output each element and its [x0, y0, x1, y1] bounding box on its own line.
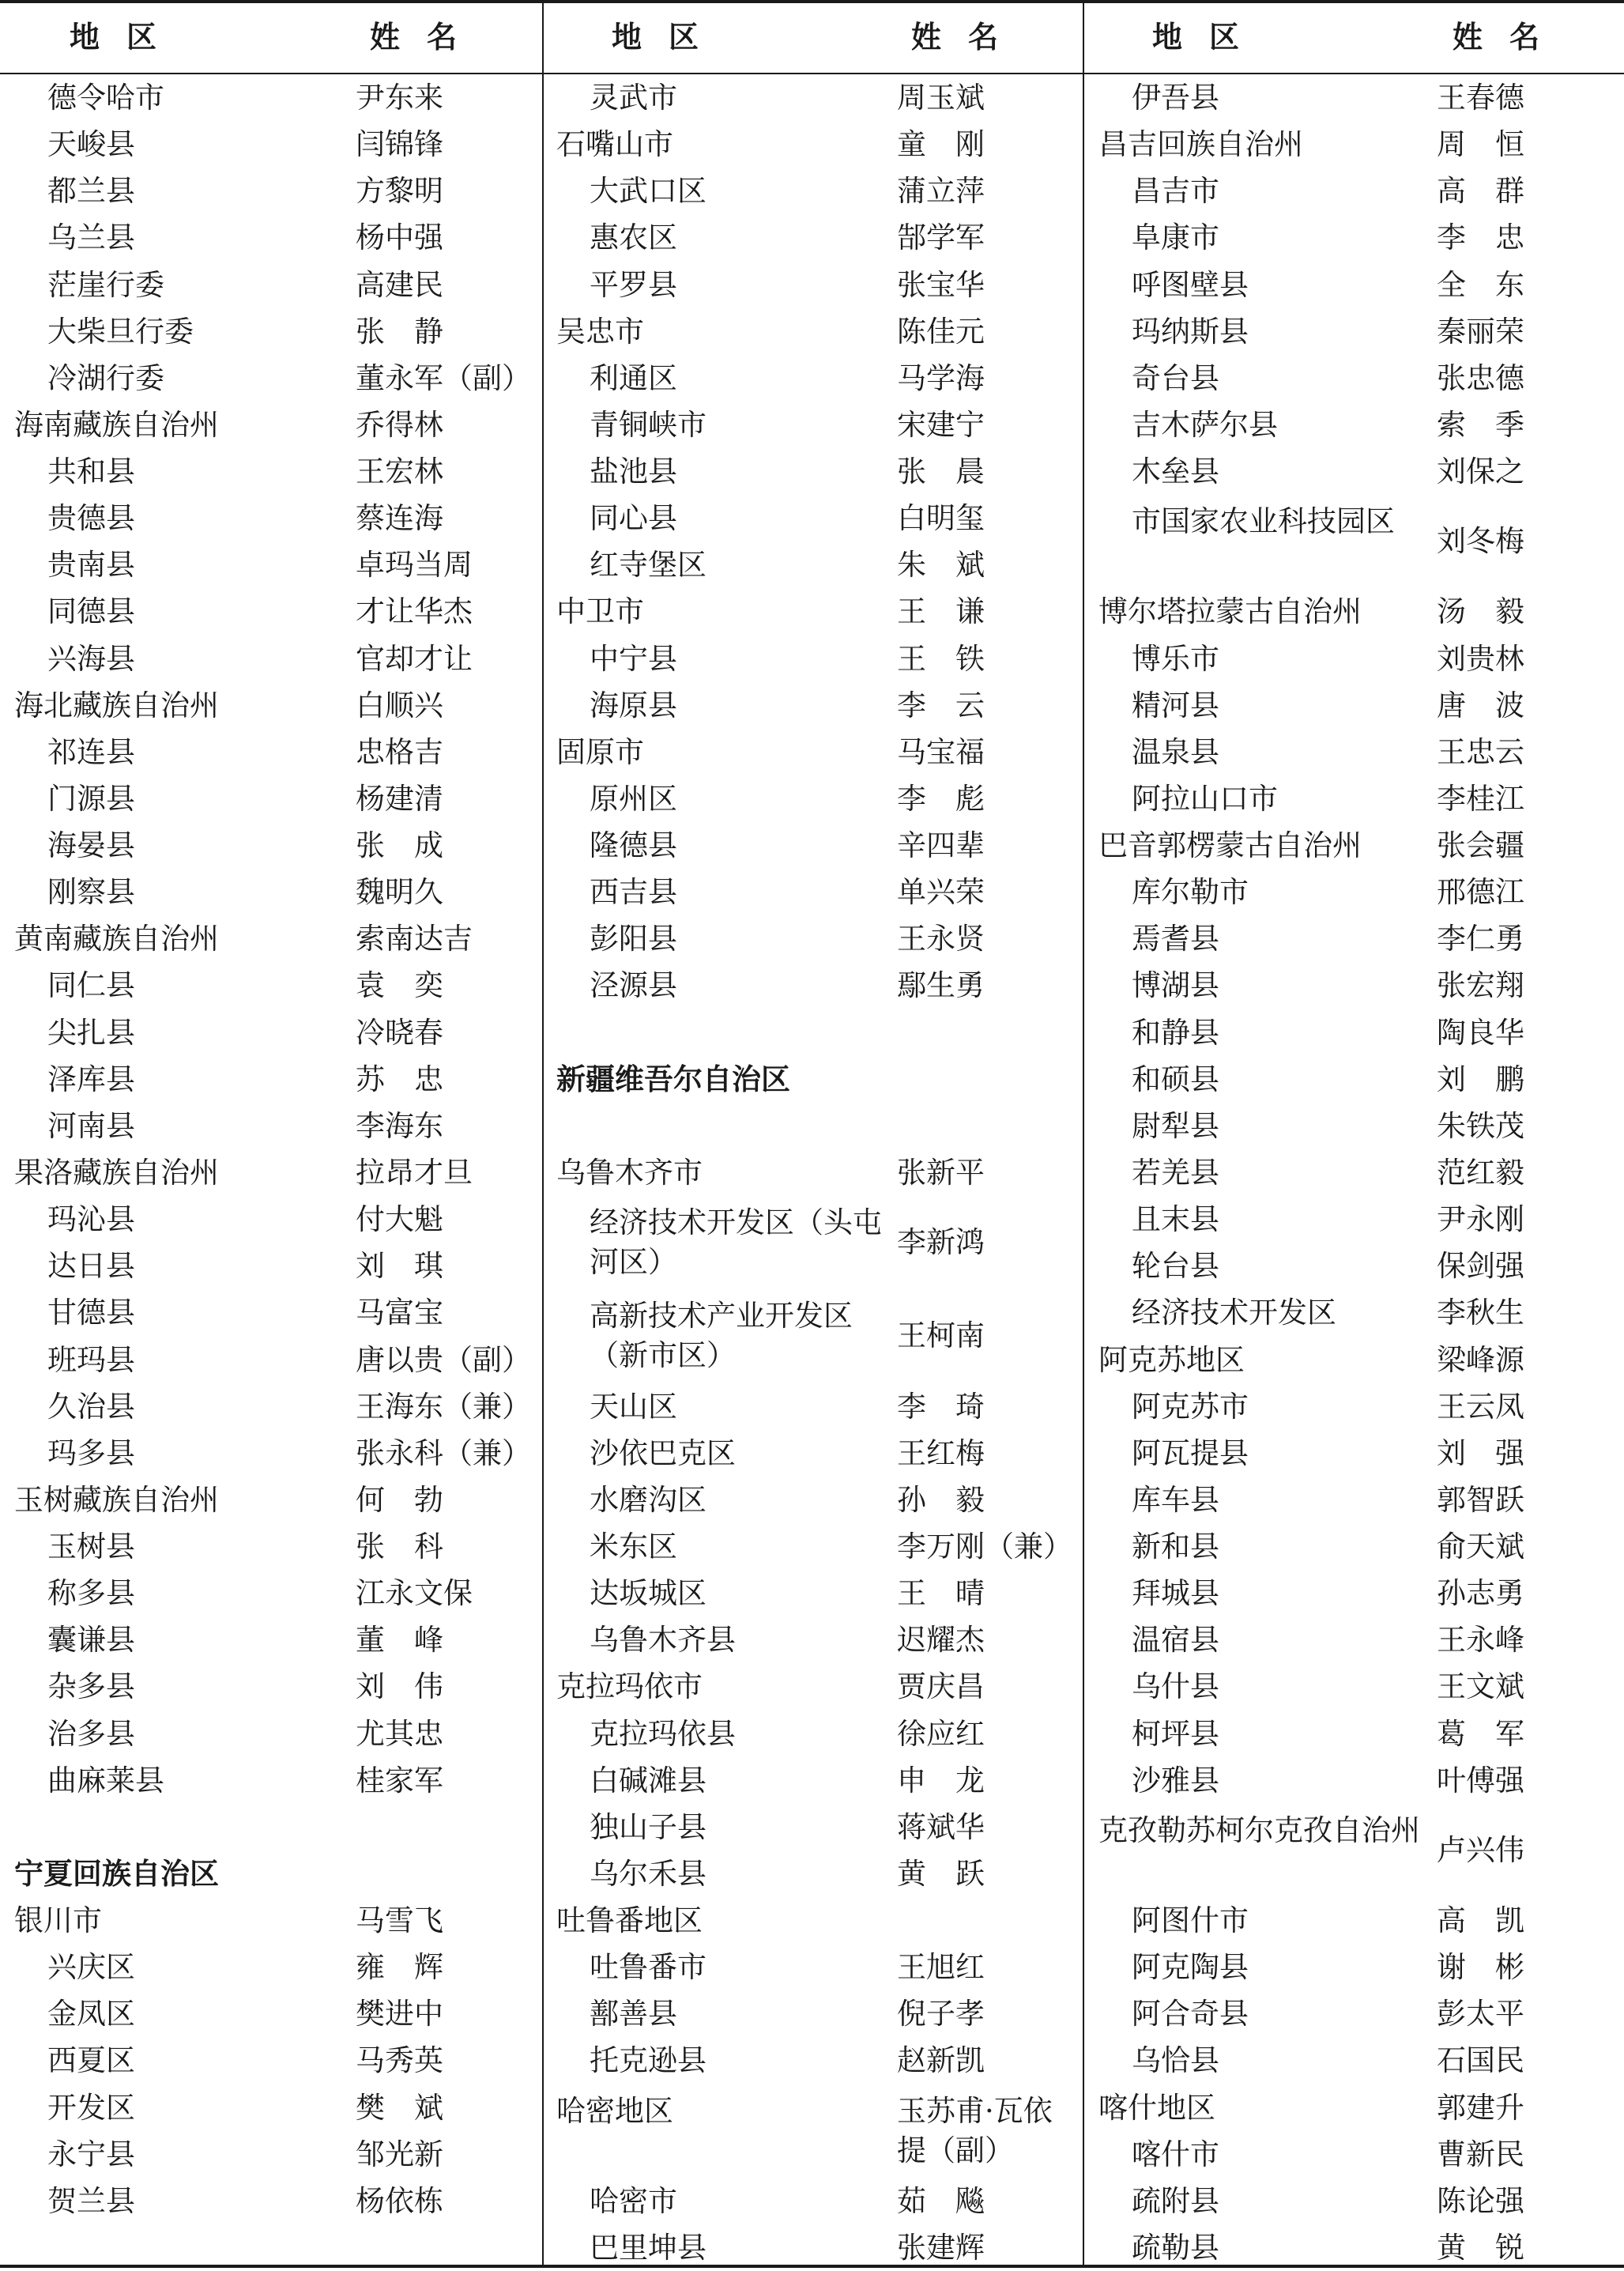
- region-cell: 治多县: [47, 1716, 135, 1751]
- name-cell: 索 季: [1437, 407, 1524, 442]
- region-cell: 惠农区: [590, 221, 677, 255]
- region-cell: 奇台县: [1132, 360, 1219, 395]
- region-cell: 天山区: [590, 1389, 677, 1424]
- name-cell: 黄 锐: [1437, 2230, 1524, 2265]
- name-cell: 张新平: [897, 1155, 985, 1190]
- name-cell: 葛 军: [1437, 1716, 1524, 1751]
- name-cell: 王云凤: [1437, 1389, 1524, 1424]
- region-cell: 柯坪县: [1132, 1716, 1219, 1751]
- region-cell: 同心县: [590, 501, 677, 536]
- name-cell: 方黎明: [356, 174, 443, 209]
- name-cell: 孙志勇: [1437, 1576, 1524, 1611]
- name-cell: 唐以贵（副）: [356, 1342, 531, 1377]
- region-cell: 阿拉山口市: [1132, 781, 1278, 816]
- region-cell: 天峻县: [47, 127, 135, 162]
- name-cell: 汤 毅: [1437, 594, 1524, 629]
- region-cell: 海南藏族自治州: [14, 407, 219, 442]
- region-cell: 独山子县: [590, 1809, 706, 1844]
- region-cell: 冷湖行委: [47, 360, 164, 395]
- name-cell: 王 晴: [897, 1576, 985, 1611]
- name-cell: 何 勃: [356, 1482, 443, 1517]
- region-cell: 门源县: [47, 781, 135, 816]
- name-cell: 单兴荣: [897, 875, 985, 910]
- name-cell: 闫锦锋: [356, 127, 443, 162]
- column-divider-1: [542, 0, 544, 2268]
- name-cell: 王旭红: [897, 1950, 985, 1985]
- name-cell: 蒋斌华: [897, 1809, 985, 1844]
- region-cell: 库车县: [1132, 1482, 1219, 1517]
- name-cell: 邢德江: [1437, 875, 1524, 910]
- name-cell: 郭智跃: [1437, 1482, 1524, 1517]
- region-cell: 开发区: [47, 2090, 135, 2125]
- name-cell: 保剑强: [1437, 1249, 1524, 1284]
- name-cell: 王宏林: [356, 455, 443, 489]
- name-cell: 张会疆: [1437, 828, 1524, 863]
- name-cell: 全 东: [1437, 267, 1524, 302]
- name-cell: 谢 彬: [1437, 1950, 1524, 1985]
- region-cell: 阿瓦提县: [1132, 1435, 1249, 1470]
- region-cell: 温宿县: [1132, 1623, 1219, 1658]
- name-cell: 桂家军: [356, 1763, 443, 1798]
- name-cell: 官却才让: [356, 641, 473, 676]
- region-cell: 乌什县: [1132, 1669, 1219, 1704]
- name-cell: 张建辉: [897, 2230, 985, 2265]
- name-cell: 张 科: [356, 1530, 443, 1564]
- region-cell: 呼图壁县: [1132, 267, 1249, 302]
- name-cell: 李海东: [356, 1108, 443, 1143]
- name-cell: 梁峰源: [1437, 1342, 1524, 1377]
- name-cell: 张忠德: [1437, 360, 1524, 395]
- region-cell: 阜康市: [1132, 221, 1219, 255]
- region-cell: 若羌县: [1132, 1155, 1219, 1190]
- region-cell: 原州区: [590, 781, 677, 816]
- region-cell: 西吉县: [590, 875, 677, 910]
- header-name-3: 姓名: [1452, 19, 1566, 55]
- region-cell: 银川市: [14, 1903, 102, 1938]
- name-cell: 李 彪: [897, 781, 985, 816]
- region-cell: 刚察县: [47, 875, 135, 910]
- name-cell: 孙 毅: [897, 1482, 985, 1517]
- region-cell: 乌兰县: [47, 221, 135, 255]
- region-cell: 库尔勒市: [1132, 875, 1249, 910]
- region-cell: 疏勒县: [1132, 2230, 1219, 2265]
- region-cell: 同仁县: [47, 968, 135, 1003]
- region-cell: 河南县: [47, 1108, 135, 1143]
- region-cell: 伊吾县: [1132, 81, 1219, 115]
- region-cell: 德令哈市: [47, 81, 164, 115]
- region-cell: 固原市: [556, 734, 644, 769]
- name-cell: 朱铁茂: [1437, 1108, 1524, 1143]
- region-cell: 果洛藏族自治州: [14, 1155, 219, 1190]
- region-cell: 疏附县: [1132, 2183, 1219, 2218]
- name-cell: 马秀英: [356, 2043, 443, 2078]
- name-cell: 张 晨: [897, 455, 985, 489]
- region-cell: 兴海县: [47, 641, 135, 676]
- name-cell: 马学海: [897, 360, 985, 395]
- region-cell: 克孜勒苏柯尔克孜自治州: [1098, 1813, 1420, 1847]
- region-cell: 克拉玛依市: [556, 1669, 703, 1704]
- name-cell: 马雪飞: [356, 1903, 443, 1938]
- name-cell: 王柯南: [897, 1318, 985, 1353]
- name-cell: 贾庆昌: [897, 1669, 985, 1704]
- name-cell: 李新鸿: [897, 1225, 985, 1260]
- name-cell: 索南达吉: [356, 922, 473, 956]
- region-cell: 乌恰县: [1132, 2043, 1219, 2078]
- region-cell: 玛多县: [47, 1435, 135, 1470]
- name-cell: [897, 1056, 1079, 1103]
- region-cell: 喀什市: [1132, 2137, 1219, 2171]
- name-cell: 李 云: [897, 688, 985, 722]
- region-cell: 永宁县: [47, 2137, 135, 2171]
- name-cell: [897, 1897, 1079, 1944]
- name-cell: 李仁勇: [1437, 922, 1524, 956]
- name-cell: 朱 斌: [897, 548, 985, 583]
- region-cell: 巴里坤县: [590, 2230, 706, 2265]
- region-cell: 阿克苏市: [1132, 1389, 1249, 1424]
- name-cell: 张宝华: [897, 267, 985, 302]
- region-cell: 曲麻莱县: [47, 1763, 164, 1798]
- name-cell: 黄 跃: [897, 1856, 985, 1891]
- region-cell: 昌吉回族自治州: [1098, 127, 1303, 162]
- header-name-2: 姓名: [910, 19, 1025, 55]
- region-cell: 玉树县: [47, 1530, 135, 1564]
- name-cell: 苏 忠: [356, 1062, 443, 1096]
- name-cell: [356, 1804, 537, 1850]
- name-cell: 尤其忠: [356, 1716, 443, 1751]
- name-cell: 才让华杰: [356, 594, 473, 629]
- region-cell: 木垒县: [1132, 455, 1219, 489]
- region-cell: 囊谦县: [47, 1623, 135, 1658]
- name-cell: 刘保之: [1437, 455, 1524, 489]
- name-cell: 杨依栋: [356, 2183, 443, 2218]
- name-cell: 陈佳元: [897, 314, 985, 349]
- name-cell: 王永贤: [897, 922, 985, 956]
- name-cell: 王春德: [1437, 81, 1524, 115]
- name-cell: 王忠云: [1437, 734, 1524, 769]
- region-cell: 盐池县: [590, 455, 677, 489]
- name-cell: 曹新民: [1437, 2137, 1524, 2171]
- name-cell: 袁 奕: [356, 968, 443, 1003]
- name-cell: 倪子孝: [897, 1997, 985, 2031]
- region-cell: 经济技术开发区（头屯河区）: [590, 1205, 882, 1280]
- region-cell: 泾源县: [590, 968, 677, 1003]
- name-cell: 徐应红: [897, 1716, 985, 1751]
- name-cell: 刘 强: [1437, 1435, 1524, 1470]
- region-cell: 经济技术开发区: [1132, 1296, 1336, 1330]
- name-cell: 杨建清: [356, 781, 443, 816]
- region-cell: 和静县: [1132, 1015, 1219, 1050]
- region-cell: 西夏区: [47, 2043, 135, 2078]
- name-cell: 玉苏甫·瓦依提（副）: [897, 2093, 1053, 2167]
- header-region-1: 地区: [69, 19, 183, 55]
- name-cell: 范红毅: [1437, 1155, 1524, 1190]
- region-cell: 玛纳斯县: [1132, 314, 1249, 349]
- region-cell: 大柴旦行委: [47, 314, 194, 349]
- region-cell: 青铜峡市: [590, 407, 706, 442]
- region-cell: 阿克陶县: [1132, 1950, 1249, 1985]
- region-cell: 高新技术产业开发区（新市区）: [590, 1299, 853, 1373]
- name-cell: 李万刚（兼）: [897, 1530, 1072, 1564]
- name-cell: 申 龙: [897, 1763, 985, 1798]
- name-cell: 郜学军: [897, 221, 985, 255]
- name-cell: 张 成: [356, 828, 443, 863]
- region-cell: 都兰县: [47, 174, 135, 209]
- region-cell: 博尔塔拉蒙古自治州: [1098, 594, 1362, 629]
- name-cell: 樊进中: [356, 1997, 443, 2031]
- name-cell: 茹 飚: [897, 2183, 985, 2218]
- region-cell: 玉树藏族自治州: [14, 1482, 219, 1517]
- region-cell: 灵武市: [590, 81, 677, 115]
- region-cell: 乌尔禾县: [590, 1856, 706, 1891]
- region-cell: 同德县: [47, 594, 135, 629]
- region-cell: 班玛县: [47, 1342, 135, 1377]
- column-divider-2: [1083, 0, 1084, 2268]
- name-cell: 彭太平: [1437, 1997, 1524, 2031]
- name-cell: 尹东来: [356, 81, 443, 115]
- name-cell: 唐 波: [1437, 688, 1524, 722]
- region-cell: 金凤区: [47, 1997, 135, 2031]
- region-cell: 精河县: [1132, 688, 1219, 722]
- name-cell: 石国民: [1437, 2043, 1524, 2078]
- name-cell: 白明玺: [897, 501, 985, 536]
- name-cell: 白顺兴: [356, 688, 443, 722]
- name-cell: [897, 1009, 1079, 1056]
- region-cell: 兴庆区: [47, 1950, 135, 1985]
- name-cell: 雍 辉: [356, 1950, 443, 1985]
- region-cell: 米东区: [590, 1530, 677, 1564]
- name-cell: 李秋生: [1437, 1296, 1524, 1330]
- region-cell: 沙雅县: [1132, 1763, 1219, 1798]
- region-cell: 石嘴山市: [556, 127, 673, 162]
- region-cell: 拜城县: [1132, 1576, 1219, 1611]
- region-cell: [556, 1009, 888, 1056]
- name-cell: 杨中强: [356, 221, 443, 255]
- region-cell: 吐鲁番市: [590, 1950, 706, 1985]
- name-cell: 周玉斌: [897, 81, 985, 115]
- region-cell: 博乐市: [1132, 641, 1219, 676]
- region-cell: 达坂城区: [590, 1576, 706, 1611]
- name-cell: 拉昂才旦: [356, 1155, 473, 1190]
- region-cell: 阿合奇县: [1132, 1997, 1249, 2031]
- name-cell: 辛四辈: [897, 828, 985, 863]
- name-cell: 高建民: [356, 267, 443, 302]
- name-cell: 刘 鹏: [1437, 1062, 1524, 1096]
- region-cell: 鄯善县: [590, 1997, 677, 2031]
- name-cell: 陈论强: [1437, 2183, 1524, 2218]
- name-cell: 王海东（兼）: [356, 1389, 531, 1424]
- region-cell: 茫崖行委: [47, 267, 164, 302]
- name-cell: 周 恒: [1437, 127, 1524, 162]
- name-cell: 付大魁: [356, 1202, 443, 1237]
- name-cell: 高 凯: [1437, 1903, 1524, 1938]
- name-cell: 王 铁: [897, 641, 985, 676]
- name-cell: 马宝福: [897, 734, 985, 769]
- name-cell: 陶良华: [1437, 1015, 1524, 1050]
- region-cell: 海北藏族自治州: [14, 688, 219, 722]
- region-cell: 焉耆县: [1132, 922, 1219, 956]
- region-cell: [14, 1804, 338, 1850]
- region-cell: 哈密市: [590, 2183, 677, 2218]
- name-cell: 忠格吉: [356, 734, 443, 769]
- name-cell: 叶傅强: [1437, 1763, 1524, 1798]
- region-cell: 喀什地区: [1098, 2090, 1215, 2125]
- region-cell: 市国家农业科技园区: [1132, 504, 1395, 539]
- header-name-1: 姓名: [369, 19, 484, 55]
- region-cell: 昌吉市: [1132, 174, 1219, 209]
- region-cell: 新疆维吾尔自治区: [556, 1061, 790, 1096]
- region-cell: 博湖县: [1132, 968, 1219, 1003]
- name-cell: 蒲立萍: [897, 174, 985, 209]
- region-cell: 贺兰县: [47, 2183, 135, 2218]
- region-cell: 中宁县: [590, 641, 677, 676]
- name-cell: 刘冬梅: [1437, 524, 1524, 559]
- top-rule: [0, 0, 1624, 3]
- name-cell: 董 峰: [356, 1623, 443, 1658]
- region-cell: 隆德县: [590, 828, 677, 863]
- name-cell: 邹光新: [356, 2137, 443, 2171]
- name-cell: 宋建宁: [897, 407, 985, 442]
- name-cell: 冷晓春: [356, 1015, 443, 1050]
- region-cell: 达日县: [47, 1249, 135, 1284]
- header-region-3: 地区: [1151, 19, 1266, 55]
- region-cell: 和硕县: [1132, 1062, 1219, 1096]
- region-cell: 水磨沟区: [590, 1482, 706, 1517]
- name-cell: 郭建升: [1437, 2090, 1524, 2125]
- name-cell: 李 忠: [1437, 221, 1524, 255]
- name-cell: 李 琦: [897, 1389, 985, 1424]
- region-cell: 吉木萨尔县: [1132, 407, 1278, 442]
- region-cell: 红寺堡区: [590, 548, 706, 583]
- region-cell: 玛沁县: [47, 1202, 135, 1237]
- region-cell: 海晏县: [47, 828, 135, 863]
- header-region-2: 地区: [611, 19, 725, 55]
- region-cell: 白碱滩县: [590, 1763, 706, 1798]
- name-cell: [356, 1850, 537, 1897]
- region-cell: 祁连县: [47, 734, 135, 769]
- region-cell: 久治县: [47, 1389, 135, 1424]
- name-cell: 蔡连海: [356, 501, 443, 536]
- region-cell: 且末县: [1132, 1202, 1219, 1237]
- region-cell: 贵德县: [47, 501, 135, 536]
- region-cell: 沙依巴克区: [590, 1435, 736, 1470]
- name-cell: 刘贵林: [1437, 641, 1524, 676]
- name-cell: 王永峰: [1437, 1623, 1524, 1658]
- region-cell: 大武口区: [590, 174, 706, 209]
- name-cell: 董永军（副）: [356, 360, 531, 395]
- name-cell: 迟耀杰: [897, 1623, 985, 1658]
- region-cell: 哈密地区: [556, 2093, 673, 2128]
- name-cell: 王 谦: [897, 594, 985, 629]
- name-cell: 马富宝: [356, 1296, 443, 1330]
- region-cell: 甘德县: [47, 1296, 135, 1330]
- name-cell: 王红梅: [897, 1435, 985, 1470]
- region-cell: 杂多县: [47, 1669, 135, 1704]
- region-cell: 乌鲁木齐市: [556, 1155, 703, 1190]
- region-cell: 阿图什市: [1132, 1903, 1249, 1938]
- region-cell: 吴忠市: [556, 314, 644, 349]
- name-cell: 张永科（兼）: [356, 1435, 531, 1470]
- region-cell: 中卫市: [556, 594, 644, 629]
- name-cell: [897, 1103, 1079, 1149]
- name-cell: 童 刚: [897, 127, 985, 162]
- region-cell: 贵南县: [47, 548, 135, 583]
- name-cell: 高 群: [1437, 174, 1524, 209]
- region-cell: 彭阳县: [590, 922, 677, 956]
- region-cell: 平罗县: [590, 267, 677, 302]
- region-cell: 利通区: [590, 360, 677, 395]
- region-cell: 托克逊县: [590, 2043, 706, 2078]
- region-cell: 吐鲁番地区: [556, 1903, 703, 1938]
- region-cell: 泽库县: [47, 1062, 135, 1096]
- region-cell: [556, 1103, 888, 1149]
- name-cell: 刘 伟: [356, 1669, 443, 1704]
- name-cell: 秦丽荣: [1437, 314, 1524, 349]
- name-cell: 江永文保: [356, 1576, 473, 1611]
- region-cell: 阿克苏地区: [1098, 1342, 1245, 1377]
- name-cell: 王文斌: [1437, 1669, 1524, 1704]
- region-cell: 称多县: [47, 1576, 135, 1611]
- name-cell: 魏明久: [356, 875, 443, 910]
- region-cell: 轮台县: [1132, 1249, 1219, 1284]
- name-cell: 卢兴伟: [1437, 1832, 1524, 1867]
- region-cell: 乌鲁木齐县: [590, 1623, 736, 1658]
- name-cell: 李桂江: [1437, 781, 1524, 816]
- region-cell: 新和县: [1132, 1530, 1219, 1564]
- name-cell: 张宏翔: [1437, 968, 1524, 1003]
- region-cell: 宁夏回族自治区: [14, 1855, 219, 1891]
- region-cell: 克拉玛依县: [590, 1716, 736, 1751]
- name-cell: 尹永刚: [1437, 1202, 1524, 1237]
- name-cell: 乔得林: [356, 407, 443, 442]
- name-cell: 俞天斌: [1437, 1530, 1524, 1564]
- region-cell: 尉犁县: [1132, 1108, 1219, 1143]
- name-cell: 鄢生勇: [897, 968, 985, 1003]
- region-cell: 黄南藏族自治州: [14, 922, 219, 956]
- name-cell: 赵新凯: [897, 2043, 985, 2078]
- region-cell: 巴音郭楞蒙古自治州: [1098, 828, 1362, 863]
- region-cell: 尖扎县: [47, 1015, 135, 1050]
- name-cell: 卓玛当周: [356, 548, 473, 583]
- region-cell: 共和县: [47, 455, 135, 489]
- name-cell: 张 静: [356, 314, 443, 349]
- region-cell: 海原县: [590, 688, 677, 722]
- name-cell: 樊 斌: [356, 2090, 443, 2125]
- region-cell: 温泉县: [1132, 734, 1219, 769]
- name-cell: 刘 琪: [356, 1249, 443, 1284]
